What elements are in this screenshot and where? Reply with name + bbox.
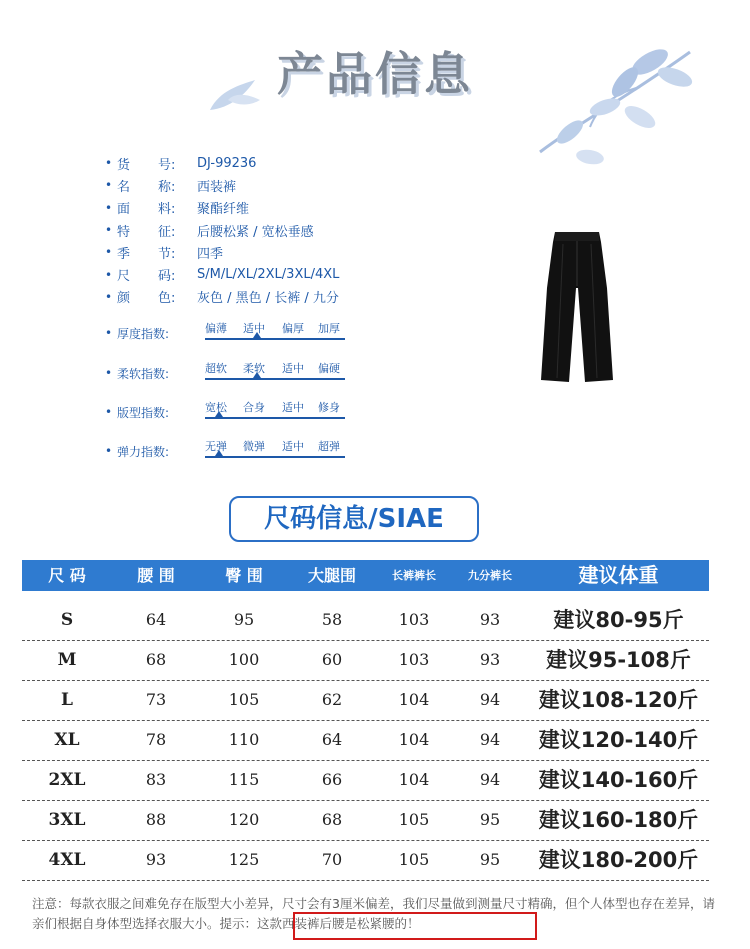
info-label-char: 料 bbox=[158, 202, 172, 218]
info-row bbox=[105, 263, 339, 285]
index-option: 柔软 bbox=[243, 362, 265, 375]
index-label: 厚度指数: bbox=[117, 326, 170, 341]
table-cell: 94 bbox=[479, 730, 501, 749]
leaf-decoration-icon bbox=[200, 70, 270, 120]
table-cell: 105 bbox=[228, 690, 260, 709]
info-row bbox=[105, 152, 339, 174]
info-value: 四季 bbox=[197, 246, 224, 262]
table-cell: 66 bbox=[321, 770, 343, 789]
index-label: 弹力指数: bbox=[117, 444, 170, 459]
table-cell: 120 bbox=[228, 810, 260, 829]
table-cell: 115 bbox=[228, 770, 260, 789]
page-title: 产品信息 bbox=[277, 47, 473, 101]
info-label-char: 面 bbox=[117, 202, 131, 218]
table-cell: 62 bbox=[321, 690, 343, 709]
index-marker-icon bbox=[253, 372, 261, 378]
table-cell: 58 bbox=[321, 610, 343, 629]
info-row bbox=[105, 241, 339, 263]
info-label-char: 号 bbox=[158, 157, 172, 173]
index-option: 修身 bbox=[318, 401, 340, 414]
table-cell: 93 bbox=[479, 650, 501, 669]
header-waist: 腰 围 bbox=[137, 566, 175, 585]
info-label bbox=[117, 221, 195, 240]
table-cell: 建议120-140斤 bbox=[538, 728, 699, 752]
table-cell: M bbox=[57, 650, 77, 670]
info-label bbox=[117, 154, 195, 173]
info-label-char: 码 bbox=[158, 269, 172, 285]
index-option: 偏厚 bbox=[282, 322, 304, 335]
table-cell: 78 bbox=[145, 730, 167, 749]
info-colon: : bbox=[171, 157, 176, 173]
bullet-icon: • bbox=[105, 326, 113, 340]
table-cell: 68 bbox=[321, 810, 343, 829]
index-row bbox=[105, 438, 345, 464]
table-cell: 104 bbox=[398, 730, 430, 749]
info-label-char: 征 bbox=[158, 224, 172, 240]
index-option: 无弹 bbox=[205, 440, 227, 453]
table-cell: 建议160-180斤 bbox=[538, 808, 699, 832]
table-row bbox=[22, 760, 709, 801]
table-cell: 83 bbox=[145, 770, 167, 789]
index-option: 宽松 bbox=[205, 401, 227, 414]
info-label-char: 颜 bbox=[117, 291, 131, 307]
info-colon: : bbox=[171, 202, 176, 218]
bullet-icon: • bbox=[105, 156, 113, 171]
info-row bbox=[105, 174, 339, 196]
bullet-icon: • bbox=[105, 245, 113, 260]
index-marker-icon bbox=[253, 332, 261, 338]
info-value: 后腰松紧 / 宽松垂感 bbox=[197, 224, 314, 240]
table-row bbox=[22, 680, 709, 721]
index-marker-icon bbox=[215, 450, 223, 456]
table-row bbox=[22, 800, 709, 841]
table-cell: 100 bbox=[228, 650, 260, 669]
index-option: 微弹 bbox=[243, 440, 265, 453]
info-label-char: 货 bbox=[117, 157, 131, 173]
info-value: 灰色 / 黑色 / 长裤 / 九分 bbox=[197, 291, 339, 307]
table-cell: 95 bbox=[233, 610, 255, 629]
info-value: DJ-99236 bbox=[197, 155, 257, 171]
bullet-icon: • bbox=[105, 223, 113, 238]
table-cell: 94 bbox=[479, 770, 501, 789]
table-cell: 93 bbox=[145, 850, 167, 869]
table-cell: 60 bbox=[321, 650, 343, 669]
info-value: 聚酯纤维 bbox=[197, 202, 250, 218]
table-cell: 104 bbox=[398, 690, 430, 709]
info-row bbox=[105, 219, 339, 241]
note-text: 注意：每款衣服之间难免存在版型大小差异，尺寸会有3厘米偏差，我们尽量做到测量尺寸精确，但个人体型也存在差异，请亲们根据自身体型选择衣服大小。 bbox=[32, 896, 715, 931]
info-colon: : bbox=[171, 246, 176, 262]
info-value: S/M/L/XL/2XL/3XL/4XL bbox=[197, 267, 340, 283]
table-cell: 104 bbox=[398, 770, 430, 789]
table-row bbox=[22, 600, 709, 641]
index-scale bbox=[205, 399, 345, 425]
table-cell: 建议108-120斤 bbox=[538, 688, 699, 712]
table-cell: 95 bbox=[479, 810, 501, 829]
info-label-char: 尺 bbox=[117, 269, 131, 285]
info-row bbox=[105, 286, 339, 308]
info-label-char: 名 bbox=[117, 179, 131, 195]
info-colon: : bbox=[171, 291, 176, 307]
table-cell: 93 bbox=[479, 610, 501, 629]
index-option: 超软 bbox=[205, 362, 227, 375]
index-row bbox=[105, 399, 345, 425]
index-scale-line bbox=[205, 417, 345, 419]
info-label-char: 季 bbox=[117, 246, 131, 262]
header-size: 尺 码 bbox=[48, 566, 86, 585]
header-thigh: 大腿围 bbox=[307, 566, 356, 585]
info-colon: : bbox=[171, 224, 176, 240]
table-cell: 103 bbox=[398, 610, 430, 629]
table-cell: S bbox=[60, 610, 74, 630]
table-cell: 建议80-95斤 bbox=[553, 608, 684, 632]
table-cell: 73 bbox=[145, 690, 167, 709]
table-cell: XL bbox=[54, 730, 80, 750]
info-label-char: 节 bbox=[158, 246, 172, 262]
index-marker-icon bbox=[215, 411, 223, 417]
info-row bbox=[105, 197, 339, 219]
pants-image bbox=[527, 228, 627, 388]
index-scale-line bbox=[205, 456, 345, 458]
table-row bbox=[22, 720, 709, 761]
header-cropped-length: 九分裤长 bbox=[468, 569, 512, 582]
note-tip: 提示：这款西装裤后腰是松紧腰的！ bbox=[219, 916, 420, 931]
table-cell: 68 bbox=[145, 650, 167, 669]
header-hip: 臀 围 bbox=[225, 566, 263, 585]
index-scale bbox=[205, 438, 345, 464]
info-label bbox=[117, 198, 195, 217]
header-weight: 建议体重 bbox=[578, 563, 659, 587]
table-cell: 4XL bbox=[48, 850, 86, 870]
info-value: 西装裤 bbox=[197, 179, 237, 195]
table-cell: 70 bbox=[321, 850, 343, 869]
index-scale-line bbox=[205, 378, 345, 380]
index-option: 适中 bbox=[282, 401, 304, 414]
size-section-title: 尺码信息/SIAE bbox=[229, 496, 479, 542]
info-colon: : bbox=[171, 179, 176, 195]
table-cell: 95 bbox=[479, 850, 501, 869]
bullet-icon: • bbox=[105, 200, 113, 215]
table-cell: 建议140-160斤 bbox=[538, 768, 699, 792]
index-scale-line bbox=[205, 338, 345, 340]
header-long-length: 长裤裤长 bbox=[392, 569, 436, 582]
info-label bbox=[117, 287, 195, 306]
table-cell: 2XL bbox=[48, 770, 86, 790]
table-row bbox=[22, 640, 709, 681]
table-cell: 64 bbox=[145, 610, 167, 629]
index-option: 超弹 bbox=[318, 440, 340, 453]
bullet-icon: • bbox=[105, 366, 113, 380]
bullet-icon: • bbox=[105, 267, 113, 282]
table-cell: 125 bbox=[228, 850, 260, 869]
bullet-icon: • bbox=[105, 444, 113, 458]
table-cell: 110 bbox=[228, 730, 260, 749]
branch-decoration-icon bbox=[530, 32, 700, 172]
index-option: 加厚 bbox=[318, 322, 340, 335]
index-label: 版型指数: bbox=[117, 405, 170, 420]
table-cell: 94 bbox=[479, 690, 501, 709]
table-cell: 64 bbox=[321, 730, 343, 749]
size-table-header bbox=[22, 560, 709, 591]
info-colon: : bbox=[171, 269, 176, 285]
index-scale bbox=[205, 320, 345, 346]
index-label: 柔软指数: bbox=[117, 366, 170, 381]
info-label bbox=[117, 176, 195, 195]
info-label-char: 称 bbox=[158, 179, 172, 195]
info-label-char: 色 bbox=[158, 291, 172, 307]
table-cell: 105 bbox=[398, 850, 430, 869]
table-cell: 3XL bbox=[48, 810, 86, 830]
table-cell: 88 bbox=[145, 810, 167, 829]
bullet-icon: • bbox=[105, 405, 113, 419]
index-option: 适中 bbox=[282, 362, 304, 375]
table-cell: L bbox=[61, 690, 73, 710]
table-cell: 105 bbox=[398, 810, 430, 829]
index-option: 适中 bbox=[243, 322, 265, 335]
index-option: 偏硬 bbox=[318, 362, 340, 375]
index-option: 适中 bbox=[282, 440, 304, 453]
product-info-list bbox=[105, 152, 339, 308]
table-cell: 103 bbox=[398, 650, 430, 669]
index-row bbox=[105, 320, 345, 346]
index-option: 偏薄 bbox=[205, 322, 227, 335]
info-label bbox=[117, 243, 195, 262]
table-row bbox=[22, 840, 709, 881]
info-label-char: 特 bbox=[117, 224, 131, 240]
index-option: 合身 bbox=[243, 401, 265, 414]
bullet-icon: • bbox=[105, 178, 113, 193]
tip-highlight-box bbox=[293, 912, 537, 940]
index-scale bbox=[205, 360, 345, 386]
table-cell: 建议95-108斤 bbox=[546, 648, 691, 672]
info-label bbox=[117, 265, 195, 284]
index-row bbox=[105, 360, 345, 386]
table-cell: 建议180-200斤 bbox=[538, 848, 699, 872]
bullet-icon: • bbox=[105, 289, 113, 304]
